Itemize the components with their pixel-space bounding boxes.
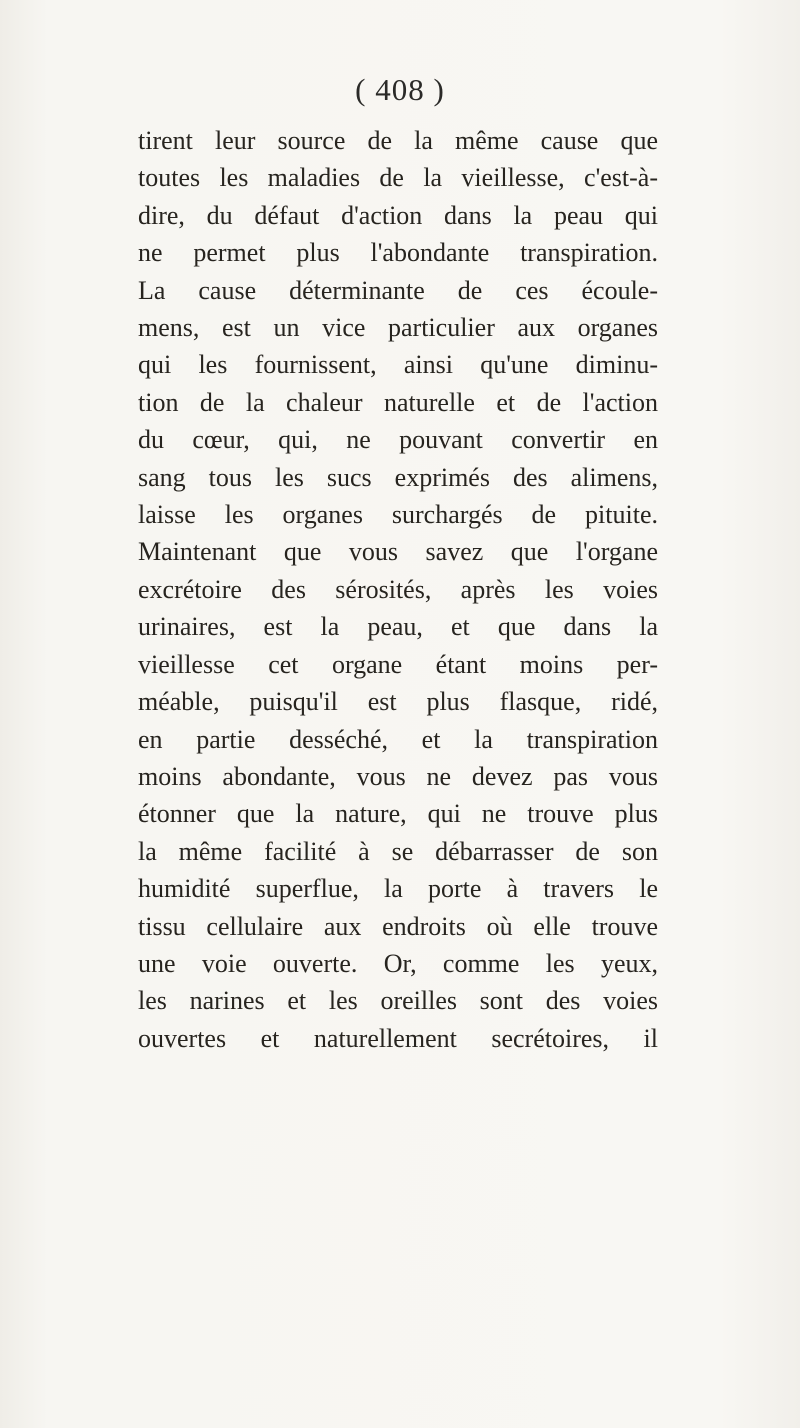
page-number: ( 408 )	[355, 72, 445, 107]
text-line: mens, est un vice particulier aux organes	[138, 313, 658, 343]
text-line: urinaires, est la peau, et que dans la	[138, 612, 658, 642]
text-line: ne permet plus l'abondante transpiration.	[138, 238, 658, 268]
text-line: tirent leur source de la même cause que	[138, 126, 658, 155]
text-line: les narines et les oreilles sont des voies	[138, 986, 658, 1016]
text-line: sang tous les sucs exprimés des alimens,	[138, 462, 658, 492]
text-line: dire, du défaut d'action dans la peau qui	[138, 200, 658, 230]
text-line: vieillesse cet organe étant moins per-	[138, 649, 658, 679]
text-line: ouvertes et naturellement secrétoires, il	[138, 1023, 658, 1053]
text-line: méable, puisqu'il est plus flasque, ridé,	[138, 687, 658, 717]
text-line: humidité superflue, la porte à travers le	[138, 874, 658, 904]
body-text	[138, 122, 658, 1057]
text-line: toutes les maladies de la vieillesse, c'est-à-	[138, 163, 658, 193]
text-line: laisse les organes surchargés de pituite.	[138, 500, 658, 530]
text-line: moins abondante, vous ne devez pas vous	[138, 761, 658, 791]
text-line: du cœur, qui, ne pouvant convertir en	[138, 425, 658, 455]
text-line: en partie desséché, et la transpiration	[138, 724, 658, 754]
text-line: excrétoire des sérosités, après les voies	[138, 574, 658, 604]
text-line: qui les fournissent, ainsi qu'une diminu-	[138, 350, 658, 380]
text-line: la même facilité à se débarrasser de son	[138, 836, 658, 866]
text-line: étonner que la nature, qui ne trouve plus	[138, 799, 658, 829]
text-line: une voie ouverte. Or, comme les yeux,	[138, 948, 658, 978]
text-line: tissu cellulaire aux endroits où elle trouve	[138, 911, 658, 941]
text-line: tion de la chaleur naturelle et de l'action	[138, 387, 658, 417]
text-line: La cause déterminante de ces écoule-	[138, 275, 658, 305]
text-line: Maintenant que vous savez que l'organe	[138, 537, 658, 567]
